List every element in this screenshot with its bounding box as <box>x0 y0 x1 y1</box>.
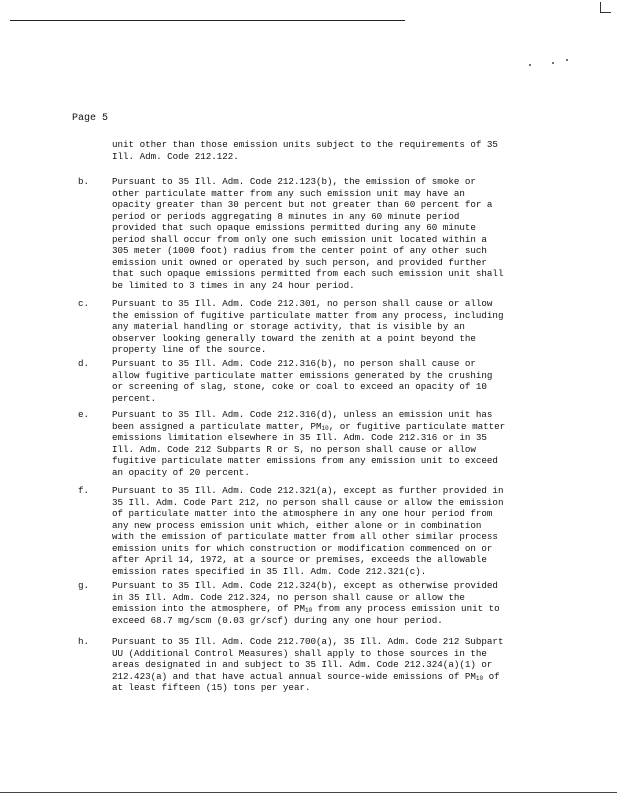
text-line: be limited to 3 times in any 24 hour period. <box>112 279 355 291</box>
text-line: Pursuant to 35 Ill. Adm. Code 212.301, no person shall cause or allow <box>112 298 493 309</box>
scan-corner-mark <box>600 2 611 13</box>
text-line: that such opaque emissions permitted from each such emission unit shall <box>112 268 504 279</box>
text-line: Pursuant to 35 Ill. Adm. Code 212.316(b), no person shall cause or <box>112 358 476 369</box>
text-line: UU (Additional Control Measures) shall apply to those sources in the <box>112 647 487 659</box>
text-line: observer looking generally toward the zenith at a point beyond the <box>112 332 476 344</box>
bottom-rule <box>0 792 617 793</box>
top-rule <box>10 20 405 21</box>
condition-item <box>78 636 548 694</box>
item-text <box>112 485 542 577</box>
text-line: Pursuant to 35 Ill. Adm. Code 212.324(b), except as otherwise provided <box>112 580 498 591</box>
condition-item <box>78 358 548 404</box>
text-line: an opacity of 20 percent. <box>112 466 250 478</box>
condition-item <box>78 409 548 478</box>
item-letter: e. <box>78 409 90 420</box>
item-text <box>112 636 542 694</box>
lead-paragraph <box>112 139 542 162</box>
text-line: opacity greater than 30 percent but not greater than 60 percent for a <box>112 199 493 210</box>
text-line: unit other than those emission units subject to the requirements of 35 <box>112 139 498 150</box>
condition-item <box>78 298 548 356</box>
page-number: Page 5 <box>72 113 109 124</box>
text-line: areas designated in and subject to 35 Ill. Adm. Code 212.324(a)(1) or <box>112 659 493 670</box>
text-line: Pursuant to 35 Ill. Adm. Code 212.316(d), unless an emission unit has <box>112 409 493 420</box>
text-line: emission rates specified in 35 Ill. Adm. Code 212.321(c). <box>112 565 427 577</box>
condition-item <box>78 580 548 626</box>
text-line: percent. <box>112 392 157 404</box>
item-letter: c. <box>78 298 90 309</box>
text-line: property line of the source. <box>112 344 267 355</box>
text-line: Pursuant to 35 Ill. Adm. Code 212.700(a), 35 Ill. Adm. Code 212 Subpart <box>112 636 504 647</box>
item-letter: h. <box>78 636 90 647</box>
item-text <box>112 176 542 291</box>
text-line: after April 14, 1972, at a source or premises, exceeds the allowable <box>112 554 487 565</box>
text-line: in 35 Ill. Adm. Code 212.324, no person shall cause or allow the <box>112 591 465 603</box>
text-line: Pursuant to 35 Ill. Adm. Code 212.123(b), the emission of smoke or <box>112 176 476 187</box>
text-line: been assigned a particulate matter, $PM_{10}$, or fugitive particulate matter <box>112 420 506 432</box>
item-letter: g. <box>78 580 90 591</box>
item-letter: b. <box>78 176 90 187</box>
text-line: emission unit owned or operated by such person, and provided further <box>112 256 487 268</box>
item-text <box>112 580 542 626</box>
text-line: any material handling or storage activity, that is visible by an <box>112 321 465 332</box>
text-line: of particulate matter into the atmosphere in any one hour period from <box>112 508 493 519</box>
text-line: emission units for which construction or modification commenced on or <box>112 542 493 554</box>
text-line: period shall occur from only one such emission unit located within a <box>112 233 487 245</box>
text-line: 35 Ill. Adm. Code Part 212, no person shall cause or allow the emission <box>112 496 504 508</box>
text-line: emission into the atmosphere, of $PM_{10}$ from any process emission unit to <box>112 603 500 614</box>
text-line: Ill. Adm. Code 212 Subparts R or S, no person shall cause or allow <box>112 443 476 455</box>
condition-item <box>78 176 548 291</box>
text-line: Ill. Adm. Code 212.122. <box>112 150 239 162</box>
condition-item <box>78 485 548 577</box>
text-line: or screening of slag, stone, coke or coal to exceed an opacity of 10 <box>112 381 487 392</box>
item-letter: d. <box>78 358 90 369</box>
text-line: 212.423(a) and that have actual annual source-wide emissions of $PM_{10}$ of <box>112 670 500 682</box>
text-line: with the emission of particulate matter from all other similar process <box>112 531 498 542</box>
text-line: exceed 68.7 mg/scm (0.03 gr/scf) during any one hour period. <box>112 614 443 626</box>
item-text <box>112 409 542 478</box>
scan-speck <box>552 62 554 64</box>
text-line: the emission of fugitive particulate matter from any process, including <box>112 309 504 321</box>
item-letter: f. <box>78 485 90 496</box>
item-text <box>112 298 542 356</box>
lead-lines <box>112 139 542 162</box>
text-line: other particulate matter from any such emission unit may have an <box>112 187 465 199</box>
scan-speck <box>566 59 568 61</box>
item-text <box>112 358 542 404</box>
text-line: period or periods aggregating 8 minutes in any 60 minute period <box>112 210 460 222</box>
text-line: any new process emission unit which, either alone or in combination <box>112 519 482 531</box>
text-line: at least fifteen (15) tons per year. <box>112 682 311 693</box>
text-line: allow fugitive particulate matter emissions generated by the crushing <box>112 369 493 381</box>
text-line: emissions limitation elsewhere in 35 Ill. Adm. Code 212.316 or in 35 <box>112 432 487 443</box>
scan-speck <box>529 64 531 66</box>
text-line: 305 meter (1000 foot) radius from the center point of any other such <box>112 245 487 256</box>
text-line: fugitive particulate matter emissions from any emission unit to exceed <box>112 455 498 466</box>
text-line: provided that such opaque emissions permitted during any 60 minute <box>112 222 476 233</box>
text-line: Pursuant to 35 Ill. Adm. Code 212.321(a), except as further provided in <box>112 485 504 496</box>
